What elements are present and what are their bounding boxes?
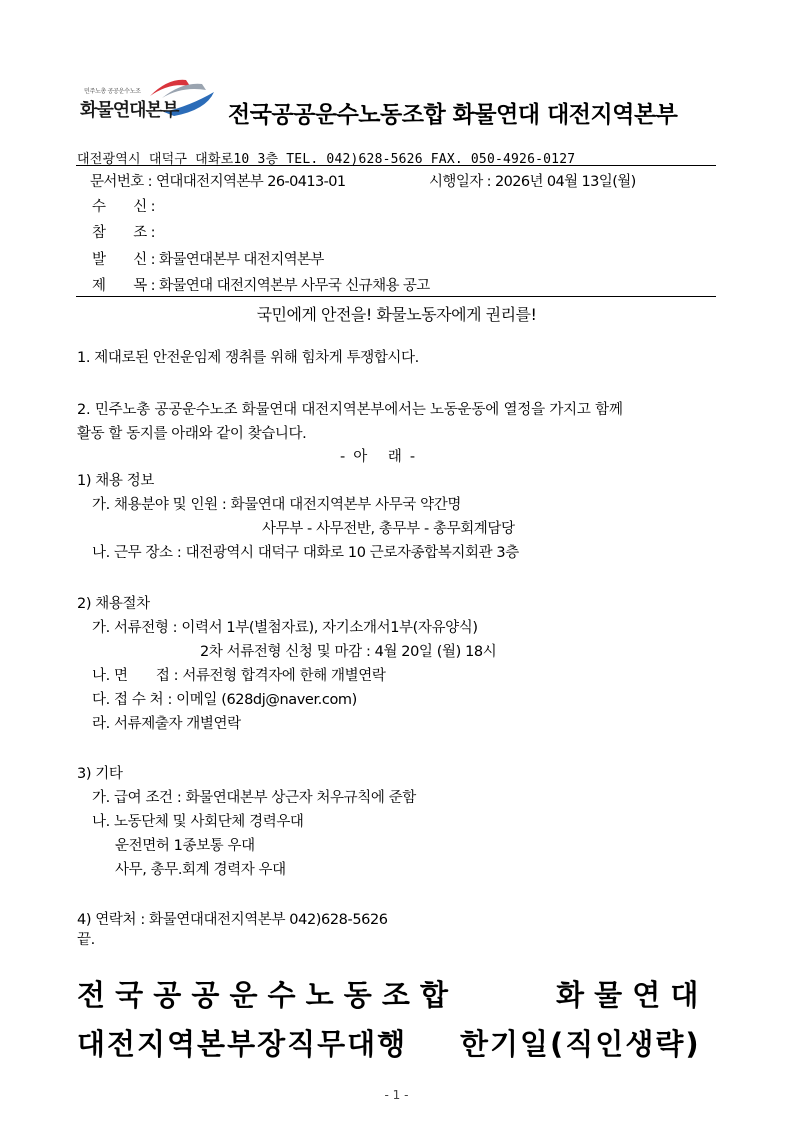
section-4-contact: 4) 연락처 : 화물연대대전지역본부 042)628-5626 <box>77 912 388 928</box>
page-number: - 1 - <box>384 1088 409 1102</box>
subject: 화물연대 대전지역본부 사무국 신규채용 공고 <box>158 278 430 294</box>
doc-number-row <box>90 170 346 191</box>
date-row <box>429 170 636 191</box>
sender-label: 발 신 : <box>92 252 155 268</box>
signature-org-right: 화 물 연 대 <box>556 978 699 1012</box>
section-1-item-b: 나. 근무 장소 : 대전광역시 대덕구 대화로 10 근로자종합복지회관 3층 <box>92 545 519 561</box>
recipient-label: 수 신 : <box>92 199 155 215</box>
reference-label: 참 조 : <box>92 225 155 241</box>
section-3-item-b-cont-2: 사무, 총무.회계 경력자 우대 <box>115 862 286 878</box>
section-1-item-a: 가. 채용분야 및 인원 : 화물연대 대전지역본부 사무국 약간명 <box>92 497 461 513</box>
organization-title: 전국공공운수노동조합 화물연대 대전지역본부 <box>228 102 678 128</box>
sender-row <box>92 248 324 269</box>
reference-row <box>92 221 155 242</box>
subject-row <box>92 274 430 295</box>
paragraph-1: 1. 제대로된 안전운임제 쟁취를 위해 힘차게 투쟁합시다. <box>77 350 419 366</box>
union-logo <box>78 76 218 126</box>
meta-divider <box>76 296 716 297</box>
date-label: 시행일자 : <box>429 174 491 190</box>
below-marker: - 아 래 - <box>340 449 415 465</box>
doc-number: 연대대전지역본부 26-0413-01 <box>155 174 346 190</box>
section-3-item-a: 가. 급여 조건 : 화물연대본부 상근자 처우규칙에 준함 <box>92 790 416 806</box>
end-marker: 끝. <box>77 932 95 948</box>
doc-number-label: 문서번호 : <box>90 174 152 190</box>
section-2-item-a: 가. 서류전형 : 이력서 1부(별첨자료), 자기소개서1부(자유양식) <box>92 620 478 636</box>
recipient-row <box>92 195 155 216</box>
signature-org-left: 전 국 공 공 운 수 노 동 조 합 <box>77 978 449 1012</box>
signature-title: 대전지역본부장직무대행 <box>77 1027 408 1061</box>
section-3-item-b-cont-1: 운전면허 1종보통 우대 <box>115 838 255 854</box>
address-line: 대전광역시 대덕구 대화로10 3층 TEL. 042)628-5626 FAX. 050-4926-0127 <box>77 152 576 167</box>
section-2-item-c: 다. 접 수 처 : 이메일 (628dj@naver.com) <box>92 692 357 708</box>
paragraph-2-line-1: 2. 민주노총 공공운수노조 화물연대 대전지역본부에서는 노동운동에 열정을 가지고 함께 <box>77 402 623 418</box>
section-2-title: 2) 채용절차 <box>77 596 150 612</box>
logo-subtitle: 민주노총 공공운수노조 <box>84 88 141 95</box>
signature-name: 한기일(직인생략) <box>460 1027 701 1061</box>
subject-label: 제 목 : <box>92 278 155 294</box>
section-2-item-a-cont: 2차 서류전형 신청 및 마감 : 4월 20일 (월) 18시 <box>200 644 497 660</box>
section-1-item-a-cont: 사무부 - 사무전반, 총무부 - 총무회계담당 <box>262 521 515 537</box>
section-2-item-d: 라. 서류제출자 개별연락 <box>92 716 241 732</box>
slogan: 국민에게 안전을! 화물노동자에게 권리를! <box>256 305 537 324</box>
section-3-item-b: 나. 노동단체 및 사회단체 경력우대 <box>92 814 304 830</box>
paragraph-2-line-2: 활동 할 동지를 아래와 같이 찾습니다. <box>77 426 307 442</box>
issue-date: 2026년 04월 13일(월) <box>494 174 636 190</box>
section-1-title: 1) 채용 정보 <box>77 473 154 489</box>
logo-name: 화물연대본부 <box>80 100 179 121</box>
section-2-item-b: 나. 면 접 : 서류전형 합격자에 한해 개별연락 <box>92 668 386 684</box>
section-3-title: 3) 기타 <box>77 766 123 782</box>
sender: 화물연대본부 대전지역본부 <box>158 252 324 268</box>
header-divider <box>76 165 716 166</box>
